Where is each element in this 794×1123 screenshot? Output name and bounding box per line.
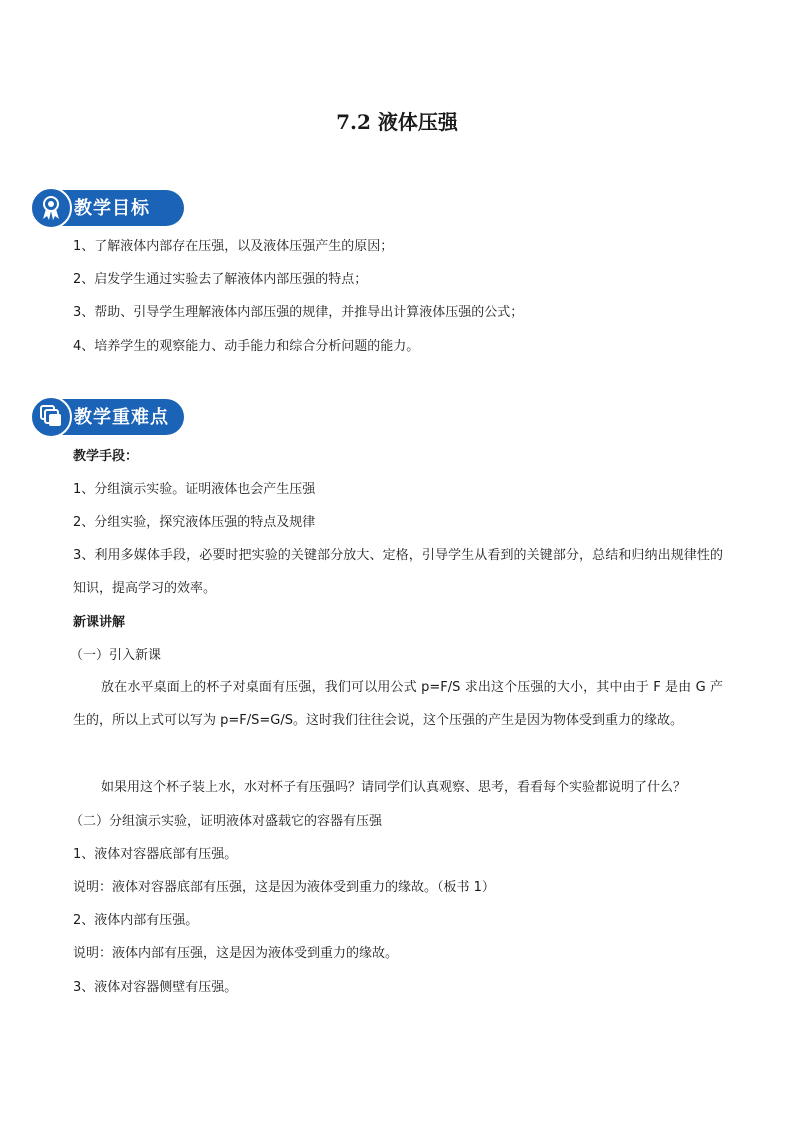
objective-item: 1、了解液体内部存在压强，以及液体压强产生的原因； <box>73 239 394 254</box>
page-title: 7.2 液体压强 <box>336 110 458 134</box>
objective-item: 2、启发学生通过实验去了解液体内部压强的特点； <box>73 272 368 287</box>
methods-heading: 教学手段： <box>73 449 139 464</box>
demo-item: 1、液体对容器底部有压强。 <box>73 847 238 862</box>
demo-item: 2、液体内部有压强。 <box>73 913 199 928</box>
demo-item: 说明：液体对容器底部有压强，这是因为液体受到重力的缘故。（板书 1） <box>73 880 495 895</box>
section-banner-objectives <box>30 187 184 229</box>
demo-item: 说明：液体内部有压强，这是因为液体受到重力的缘故。 <box>73 946 399 961</box>
demo-item: 3、液体对容器侧壁有压强。 <box>73 980 238 995</box>
objective-item: 3、帮助、引导学生理解液体内部压强的规律，并推导出计算液体压强的公式； <box>73 305 524 320</box>
demo-heading: （二）分组演示实验，证明液体对盛载它的容器有压强 <box>70 814 383 829</box>
intro-paragraph: 放在水平桌面上的杯子对桌面有压强，我们可以用公式 p=F/S 求出这个压强的大小，其中由于 F 是由 G 产生的，所以上式可以写为 p=F/S=G/S。这时我们往往会说，这个压强的产生是因为物体受到重力的缘故。 <box>73 680 723 728</box>
award-ribbon-icon <box>39 195 63 221</box>
banner-label: 教学目标 <box>74 198 150 219</box>
intro-heading: （一）引入新课 <box>70 648 162 663</box>
method-item: 2、分组实验，探究液体压强的特点及规律 <box>73 515 316 530</box>
method-item: 3、利用多媒体手段，必要时把实验的关键部分放大、定格，引导学生从看到的关键部分，总结和归纳出规律性的知识，提高学习的效率。 <box>73 548 723 596</box>
objective-item: 4、培养学生的观察能力、动手能力和综合分析问题的能力。 <box>73 339 420 354</box>
section-banner-key-points <box>30 396 184 438</box>
method-item: 1、分组演示实验。证明液体也会产生压强 <box>73 482 316 497</box>
stacked-pages-icon <box>39 404 63 428</box>
banner-label: 教学重难点 <box>74 407 169 428</box>
intro-question: 如果用这个杯子装上水，水对杯子有压强吗？请同学们认真观察、思考，看看每个实验都说明了什么？ <box>101 780 687 795</box>
lecture-heading: 新课讲解 <box>73 615 126 630</box>
